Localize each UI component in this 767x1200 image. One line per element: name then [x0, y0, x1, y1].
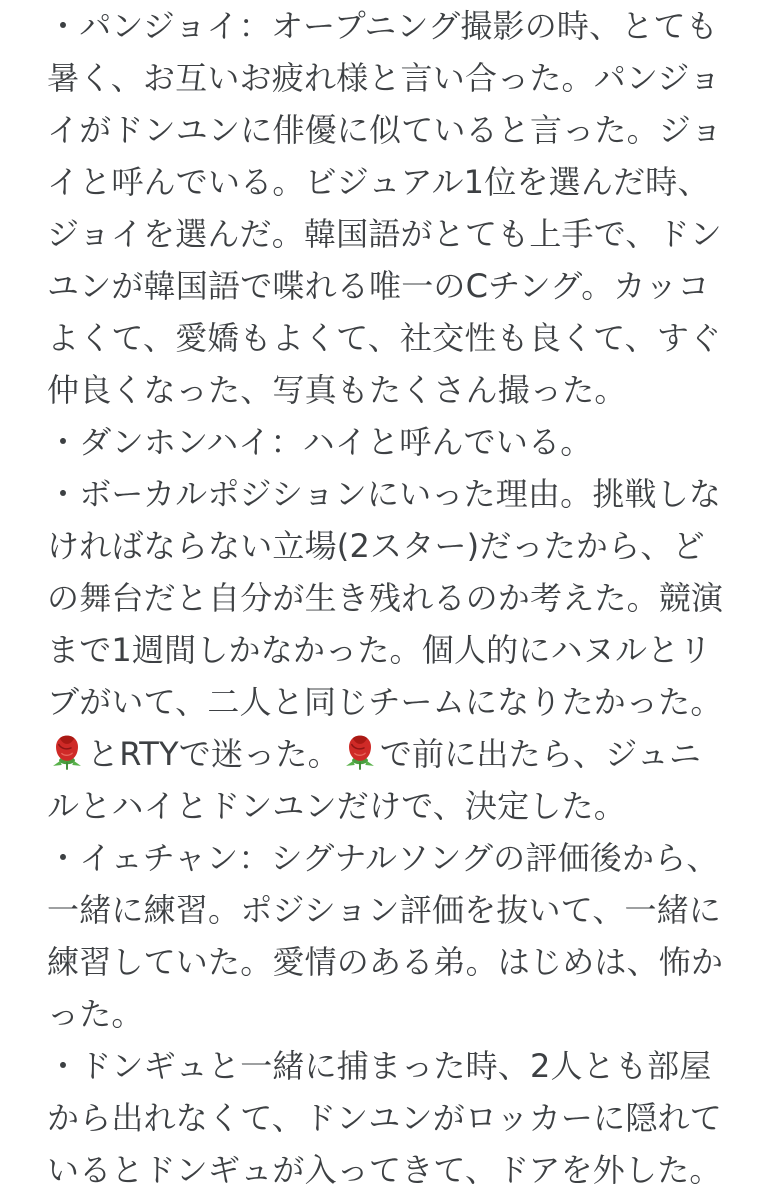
text-line: ユンが韓国語で喋れる唯一のCチング。カッコ [47, 267, 710, 305]
text-line: いるとドンギュが入ってきて、ドアを外した。 [47, 1151, 722, 1189]
text-line: ・ボーカルポジションにいった理由。挑戦しな [47, 475, 722, 513]
text-line: の舞台だと自分が生き残れるのか考えた。競演 [47, 579, 724, 617]
text-line: ければならない立場(2スター)だったから、ど [47, 527, 705, 565]
text-line: ブがいて、二人と同じチームになりたかった。 [47, 683, 723, 721]
text-line: ルとハイとドンユンだけで、決定した。 [47, 787, 626, 825]
text-line: ジョイを選んだ。韓国語がとても上手で、ドン [47, 215, 722, 253]
text-line: から出れなくて、ドンユンがロッカーに隠れて [47, 1099, 722, 1137]
rose-emoji [48, 734, 86, 772]
text-line: イがドンユンに俳優に似ていると言った。ジョ [47, 111, 723, 149]
text-line: ・イェチャン：シグナルソングの評価後から、 [47, 839, 719, 877]
text-line: 一緒に練習。ポジション評価を抜いて、一緒に [47, 891, 722, 929]
text-line: 仲良くなった、写真もたくさん撮った。 [47, 371, 627, 409]
text-line: よくて、愛嬌もよくて、社交性も良くて、すぐ [47, 319, 722, 357]
text-line-with-rose-emoji: とRTYで迷った。 で前に出たら、ジュニ [47, 728, 727, 780]
text-line: イと呼んでいる。ビジュアル1位を選んだ時、 [47, 163, 710, 201]
text-line: 練習していた。愛情のある弟。はじめは、怖か [47, 943, 724, 981]
text-line: った。 [47, 995, 144, 1033]
text-line: ・ダンホンハイ：ハイと呼んでいる。 [47, 423, 593, 461]
text-line: 暑く、お互いお疲れ様と言い合った。パンジョ [47, 59, 722, 97]
rose-emoji [341, 734, 379, 772]
text-line: ・ドンギュと一緒に捕まった時、2人とも部屋 [47, 1047, 712, 1085]
text-line: ・パンジョイ：オープニング撮影の時、とても [47, 7, 718, 45]
text-line: まで1週間しかなかった。個人的にハヌルとリ [47, 631, 712, 669]
